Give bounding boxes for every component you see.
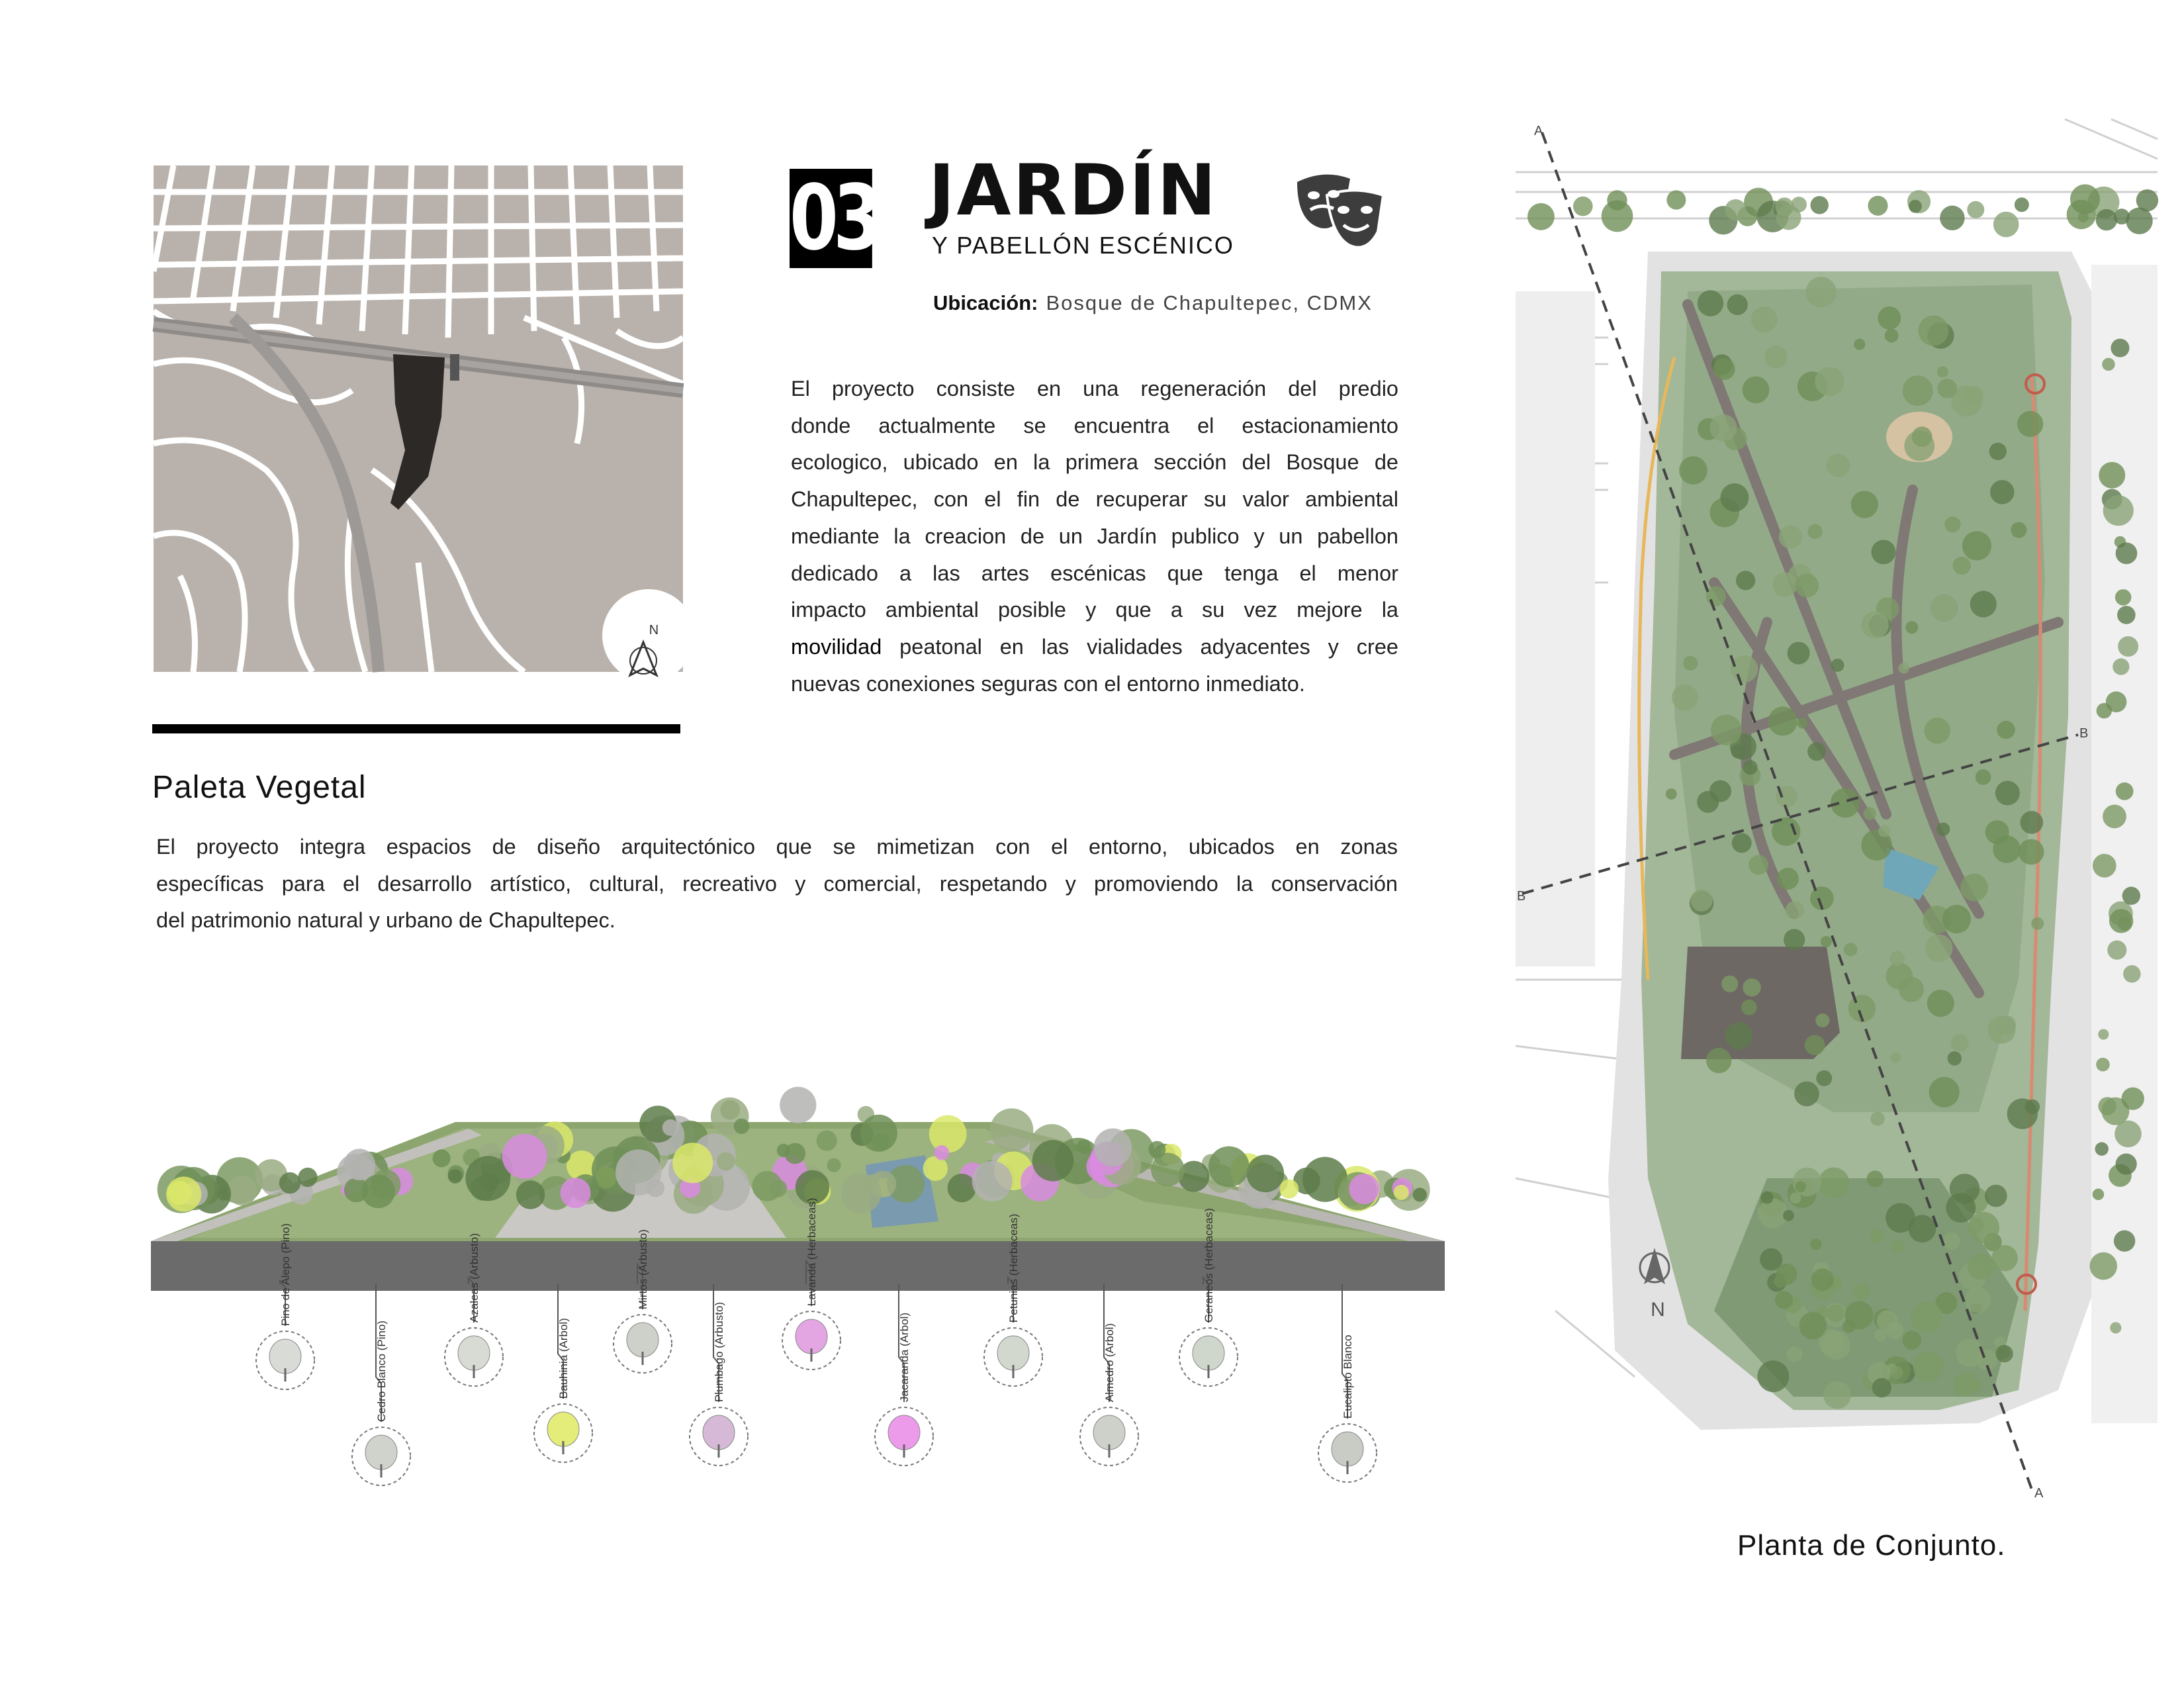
plan-tree: [2110, 1322, 2121, 1333]
plan-north-label: N: [1651, 1299, 1665, 1321]
plan-tree: [2122, 887, 2140, 905]
section-tree: [1032, 1140, 1073, 1181]
plan-tree: [1930, 594, 1958, 622]
theater-masks-icon: [1291, 169, 1390, 255]
plan-tree: [1795, 574, 1819, 598]
section-tree: [166, 1176, 201, 1211]
plant-label: Cedro Blanco (Pino): [375, 1320, 388, 1422]
plan-tree: [1953, 1372, 1978, 1397]
plan-tree: [1943, 1233, 1960, 1250]
plan-tree: [1902, 1331, 1921, 1350]
plan-tree: [1690, 890, 1712, 912]
plant-label: Almedro (Arbol): [1103, 1323, 1116, 1402]
plan-tree: [1787, 1346, 1803, 1362]
section-tree: [1349, 1174, 1379, 1204]
cut-label: A: [2034, 1486, 2044, 1501]
plan-tree: [1909, 1215, 1936, 1243]
palette-line: del patrimonio natural y urbano de Chapultepec.: [156, 908, 615, 933]
plan-tree: [1790, 1193, 1801, 1204]
plan-tree: [1950, 1174, 1979, 1203]
garden-section-drawing: [151, 1003, 1445, 1294]
plan-tree: [1819, 1168, 1849, 1198]
section-tree: [780, 1087, 816, 1123]
cut-label: A: [1534, 124, 1543, 138]
plan-tree: [1831, 659, 1844, 672]
plan-tree: [1777, 868, 1799, 890]
plan-tree: [1863, 807, 1876, 820]
plan-tree: [1927, 990, 1954, 1017]
section-tree: [841, 1173, 882, 1213]
plan-tree: [2102, 358, 2115, 371]
plan-tree: [1912, 426, 1933, 447]
plan-tree: [1727, 295, 1748, 315]
plan-tree: [1878, 306, 1901, 330]
section-tree: [433, 1149, 451, 1167]
plan-tree: [1736, 571, 1755, 590]
cut-label: B: [2079, 726, 2089, 741]
plan-tree: [1720, 483, 1749, 512]
plan-tree: [1672, 684, 1698, 711]
plan-tree: [1721, 976, 1738, 992]
plant-label: Azaleas (Arbusto): [468, 1233, 480, 1323]
plan-tree: [2118, 636, 2138, 657]
section-tree: [817, 1131, 837, 1151]
plan-tree: [1991, 1245, 2017, 1271]
plan-tree: [2070, 184, 2100, 214]
plan-tree: [1987, 1016, 2015, 1044]
plan-tree: [1666, 788, 1677, 800]
plan-tree: [1725, 1022, 1753, 1050]
plan-tree: [1758, 1199, 1788, 1229]
plan-tree: [1878, 825, 1890, 837]
plan-tree: [2116, 782, 2134, 800]
plan-tree: [2109, 909, 2133, 933]
plan-tree: [1679, 456, 1707, 485]
plan-tree: [1843, 1319, 1856, 1333]
plan-tree: [1795, 1181, 1805, 1192]
location-value: Bosque de Chapultepec, CDMX: [1046, 291, 1373, 314]
plan-tree: [1854, 339, 1865, 350]
section-tree: [448, 1169, 463, 1184]
section-tree: [1148, 1141, 1165, 1158]
plan-tree: [2111, 339, 2129, 357]
plan-tree: [1743, 760, 1757, 774]
intro-line: El proyecto consiste en una regeneración del predio: [791, 377, 1398, 400]
plan-tree: [1784, 929, 1805, 950]
plant-label: Mirtos (Arbusto): [637, 1229, 649, 1309]
plan-tree: [1968, 1253, 1994, 1280]
plan-tree: [1997, 721, 2015, 739]
plan-tree: [1823, 1381, 1851, 1409]
plan-tree: [1905, 621, 1918, 633]
plan-tree: [1786, 901, 1804, 919]
plan-tree: [2116, 1153, 2137, 1174]
plan-tree: [2113, 659, 2129, 675]
plant-label: Petunias (Herbaceas): [1007, 1213, 1020, 1323]
plan-tree: [1899, 977, 1924, 1002]
plan-tree: [1732, 833, 1752, 853]
palette-line: El proyecto integra espacios de diseño arquitectónico que se mimetizan con el entorno, ubicados en zonas: [156, 835, 1398, 859]
intro-paragraph: [791, 371, 1398, 702]
plan-tree: [1713, 358, 1735, 380]
section-tree: [298, 1168, 317, 1187]
page-subtitle: Y PABELLÓN ESCÉNICO: [932, 232, 1234, 259]
plan-caption: Planta de Conjunto.: [1737, 1529, 2006, 1562]
plan-tree: [1797, 718, 1807, 729]
plan-tree: [1821, 1331, 1850, 1360]
plan-tree: [2122, 1088, 2144, 1110]
plan-tree: [1527, 203, 1555, 230]
plan-tree: [1698, 290, 1724, 316]
plan-tree: [1885, 329, 1899, 343]
plan-tree: [2114, 1230, 2135, 1251]
plan-tree: [2089, 1252, 2117, 1280]
plan-tree: [1976, 769, 1991, 785]
plan-tree: [1936, 822, 1950, 835]
section-tree: [860, 1115, 897, 1152]
plan-tree: [1757, 1360, 1789, 1392]
section-tree: [279, 1172, 300, 1194]
plan-tree: [1960, 874, 1988, 902]
plant-label: Lavanda (Herbaceas): [805, 1197, 818, 1306]
plan-tree: [1993, 212, 2019, 238]
plan-tree: [1947, 1051, 1962, 1066]
plan-tree: [1953, 557, 1971, 575]
plan-tree: [1913, 1352, 1944, 1382]
plan-tree: [1937, 379, 1957, 399]
plan-tree: [1970, 591, 1997, 618]
section-tree: [972, 1161, 1013, 1201]
plant-label: Jacaranda (Arbol): [898, 1312, 911, 1402]
plan-tree: [1867, 1170, 1884, 1187]
plan-tree: [1683, 656, 1698, 671]
plan-tree: [1965, 386, 1983, 404]
intro-line: [791, 629, 1398, 666]
plan-tree: [1874, 1329, 1886, 1341]
plan-tree: [1929, 1077, 1960, 1107]
plan-tree: [2011, 522, 2026, 538]
plan-tree: [2093, 854, 2116, 878]
plan-tree: [2115, 1121, 2142, 1148]
intro-line: mediante la creacion de un Jardín publico y un pabellon: [791, 524, 1398, 548]
plan-tree: [1903, 375, 1933, 406]
plan-tree: [1990, 480, 2015, 504]
plan-tree: [1967, 201, 1984, 218]
plant-legend: [151, 1197, 1445, 1589]
plan-tree: [2123, 965, 2141, 983]
plan-tree: [1861, 611, 1888, 638]
plan-tree: [1909, 200, 1922, 213]
plan-tree: [1844, 943, 1858, 957]
plan-tree: [1799, 1312, 1827, 1340]
plan-tree: [1889, 1366, 1903, 1379]
intro-line: impacto ambiental posible y que a su vez mejore la: [791, 598, 1398, 622]
plan-tree: [1711, 714, 1742, 745]
plan-tree: [1918, 316, 1948, 346]
section-tree: [662, 1119, 679, 1136]
section-tree: [1246, 1154, 1284, 1192]
plan-tree: [2099, 462, 2125, 489]
plan-tree: [1942, 905, 1971, 933]
plan-tree: [1725, 199, 1747, 221]
intro-line-rest: peatonal en las vialidades adyacentes y cree: [882, 634, 1398, 659]
intro-emphasis: movilidad: [791, 634, 882, 659]
plan-tree: [1764, 346, 1787, 368]
plant-label: Bauhinia (Arbol): [557, 1318, 570, 1399]
plan-tree: [1709, 780, 1731, 802]
plan-tree: [1968, 1212, 1999, 1243]
plan-tree: [1937, 366, 1948, 377]
plant-label: Pino de Alepo (Pino): [279, 1223, 292, 1326]
plan-tree: [1870, 1111, 1884, 1125]
plan-tree: [2095, 1142, 2108, 1155]
plant-label: Eucalipto Blanco: [1342, 1335, 1354, 1419]
plan-tree: [1810, 1239, 1821, 1250]
cut-label: B: [1517, 889, 1526, 904]
section-tree: [227, 1176, 257, 1205]
plan-tree: [2017, 411, 2043, 437]
plan-tree: [1573, 197, 1593, 216]
plan-tree: [2015, 197, 2029, 212]
plan-tree: [1743, 978, 1761, 997]
intro-line: donde actualmente se encuentra el estacionamiento: [791, 413, 1398, 438]
plan-tree: [1749, 855, 1768, 874]
section-tree: [784, 1143, 805, 1164]
plan-tree: [1940, 206, 1964, 230]
location-label: Ubicación:: [933, 291, 1038, 314]
plan-tree: [1810, 196, 1828, 214]
plan-tree: [1891, 1240, 1905, 1254]
plan-tree: [2007, 1098, 2038, 1129]
plan-tree: [1944, 516, 1960, 532]
plan-tree: [1776, 205, 1801, 230]
plan-tree: [1827, 453, 1850, 477]
plan-tree: [1806, 277, 1837, 307]
plan-tree: [1996, 1345, 2013, 1362]
plan-tree: [1989, 443, 2007, 460]
section-tree: [480, 1172, 499, 1192]
section-tree: [717, 1152, 735, 1171]
plan-tree: [1743, 376, 1770, 403]
plan-tree: [1924, 718, 1950, 743]
plan-tree: [1793, 1168, 1822, 1197]
section-tree: [770, 1180, 787, 1197]
plan-tree: [1731, 655, 1758, 682]
section-tree: [948, 1174, 976, 1202]
map-north-label: N: [649, 623, 659, 637]
plan-tree: [1925, 935, 1953, 962]
section-tree: [615, 1149, 661, 1195]
plant-label: Geraneos (Herbaceas): [1203, 1208, 1215, 1323]
section-tree: [361, 1175, 395, 1209]
palette-paragraph: [156, 829, 1398, 939]
section-tree: [1279, 1179, 1298, 1198]
plan-tree: [1831, 788, 1860, 818]
plan-tree: [1898, 663, 1909, 673]
plan-tree: [1768, 706, 1797, 735]
plan-tree: [2116, 542, 2138, 564]
plan-tree: [1760, 1192, 1773, 1204]
plan-tree: [1962, 531, 1991, 560]
section-tree: [672, 1143, 713, 1183]
plan-tree: [1741, 1000, 1757, 1015]
plan-tree: [2093, 1189, 2104, 1200]
location-line: [933, 291, 1373, 315]
plan-tree: [2096, 1058, 2110, 1072]
plan-tree: [1706, 1048, 1731, 1073]
plan-tree: [2126, 207, 2152, 234]
intro-line: ecologico, ubicado en la primera sección del Bosque de: [791, 450, 1398, 475]
plan-tree: [1868, 196, 1888, 216]
intro-line: Chapultepec, con el fin de recuperar su valor ambiental: [791, 487, 1398, 512]
plan-tree: [1853, 1283, 1870, 1300]
plan-tree: [1911, 1301, 1942, 1333]
plan-tree: [1851, 491, 1878, 518]
intro-line: dedicado a las artes escénicas que tenga el menor: [791, 561, 1398, 585]
plan-tree: [1872, 1378, 1891, 1397]
plan-tree: [1815, 1013, 1829, 1027]
section-tree: [827, 1158, 841, 1172]
plan-tree: [1827, 1305, 1844, 1322]
plan-tree: [1985, 1185, 2007, 1207]
section-tree: [343, 1149, 375, 1180]
plan-tree: [1779, 525, 1802, 548]
section-tree: [934, 1145, 949, 1160]
section-tree: [502, 1134, 547, 1179]
section-tree: [990, 1108, 1033, 1151]
plan-tree: [2096, 209, 2117, 230]
plan-tree: [1985, 820, 2009, 844]
plant-label: Plumbago (Arbusto): [713, 1301, 725, 1402]
plan-tree: [1775, 1291, 1793, 1309]
plan-tree: [1811, 1268, 1834, 1291]
plan-tree: [1772, 573, 1797, 597]
section-tree: [1094, 1129, 1132, 1166]
plan-tree: [1709, 414, 1737, 442]
section-tree: [734, 1119, 749, 1134]
section-tree: [1394, 1185, 1409, 1200]
plan-tree: [2019, 839, 2044, 865]
plan-tree: [1807, 742, 1826, 761]
plan-tree: [1965, 1288, 1991, 1313]
plan-tree: [2103, 495, 2134, 526]
plan-tree: [1890, 1053, 1901, 1063]
plan-tree: [1794, 1082, 1819, 1107]
palette-line: específicas para el desarrollo artístico, cultural, recreativo y comercial, respetando y promoviendo la conservación: [156, 871, 1398, 896]
intro-line: nuevas conexiones seguras con el entorno inmediato.: [791, 671, 1305, 696]
section-number: 03: [790, 166, 878, 271]
plan-tree: [1805, 1035, 1825, 1055]
location-map: [154, 165, 683, 672]
plan-tree: [1877, 1310, 1897, 1331]
plan-tree: [2115, 589, 2132, 606]
plan-tree: [1995, 781, 2020, 806]
plan-tree: [2098, 1029, 2109, 1039]
section-tree: [1413, 1188, 1427, 1201]
plan-tree: [2031, 917, 2044, 930]
section-tree: [929, 1115, 967, 1153]
plan-tree: [1870, 1229, 1885, 1243]
section-tree: [561, 1178, 591, 1208]
plan-tree: [1783, 1210, 1794, 1221]
plan-tree: [1706, 586, 1726, 606]
plan-tree: [2098, 1097, 2116, 1115]
plan-tree: [1821, 936, 1832, 947]
plan-tree: [1807, 524, 1823, 539]
plan-tree: [1776, 1264, 1797, 1285]
page-title: JARDÍN: [929, 150, 1218, 231]
plan-tree: [2117, 606, 2136, 624]
map-divider: [152, 724, 680, 733]
plan-tree: [2103, 805, 2126, 829]
plan-tree: [1788, 642, 1810, 665]
site-master-plan: [1516, 119, 2158, 1509]
plan-tree: [2106, 692, 2127, 713]
plan-tree: [2107, 941, 2126, 960]
plan-tree: [1889, 951, 1905, 966]
plan-tree: [2020, 811, 2043, 834]
plan-tree: [1956, 1339, 1984, 1368]
section-tree: [516, 1180, 545, 1209]
plan-tree: [1666, 191, 1686, 210]
plan-tree: [1816, 1070, 1832, 1086]
plan-tree: [1602, 201, 1633, 232]
plan-tree: [1751, 306, 1778, 333]
section-tree: [1208, 1147, 1250, 1188]
plan-tree: [1815, 367, 1844, 396]
plan-tree: [1951, 1034, 1969, 1052]
palette-heading: Paleta Vegetal: [152, 770, 367, 805]
plan-tree: [1871, 540, 1895, 565]
